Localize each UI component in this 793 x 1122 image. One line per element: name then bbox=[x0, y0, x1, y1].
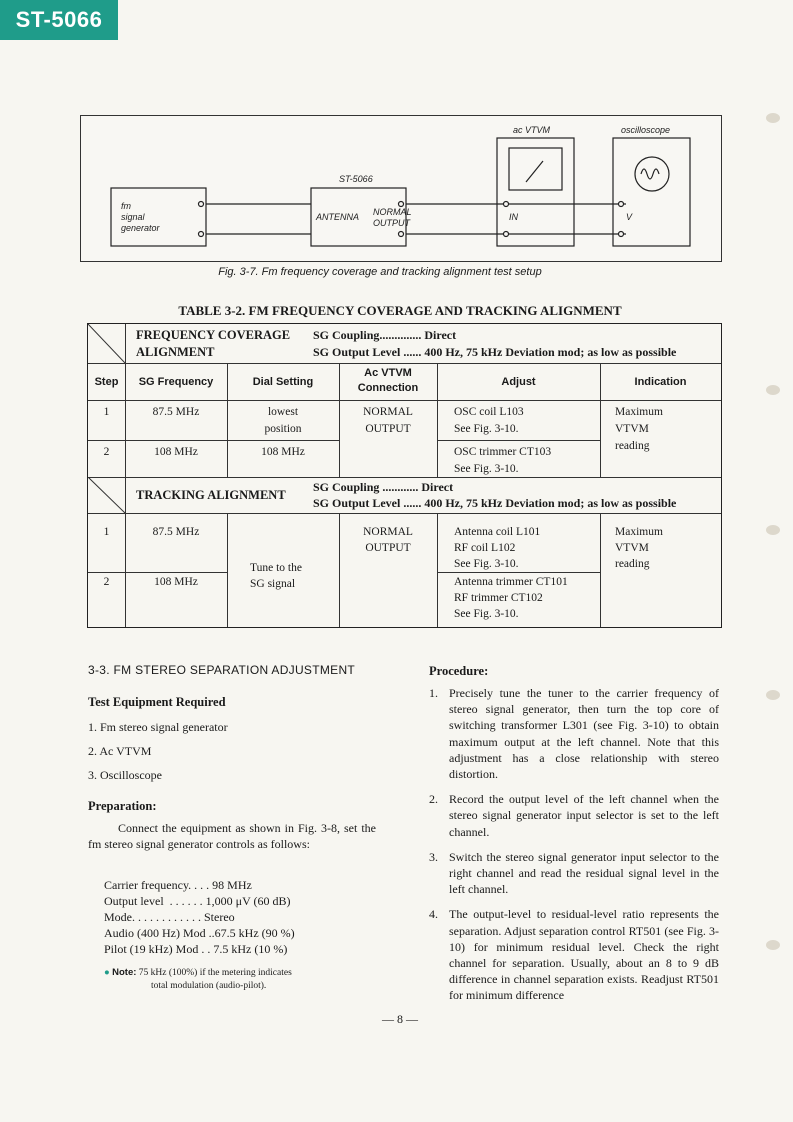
section1-title-line2: ALIGNMENT bbox=[136, 345, 215, 359]
equipment-item: 1. Fm stereo signal generator bbox=[88, 720, 228, 734]
setting-row: Audio (400 Hz) Mod ..67.5 kHz (90 %) bbox=[104, 926, 295, 940]
col-header-indication: Indication bbox=[634, 376, 687, 388]
row1-adjust-line2: See Fig. 3-10. bbox=[454, 423, 519, 435]
vtvm-title: ac VTVM bbox=[513, 125, 551, 135]
note-text-line2: total modulation (audio-pilot). bbox=[151, 981, 267, 991]
dial2-line2: SG signal bbox=[250, 578, 296, 590]
procedure-step: 1. Precisely tune the tuner to the carrier frequency of stereo signal generator, then turn the top core of switching transformer L301 (see Fig. 3-10) to obtain maximum output at the left channel. Note that this adjustment has a close relationship with stereo distortion. bbox=[429, 686, 719, 782]
row4-adjust-line2: RF trimmer CT102 bbox=[454, 592, 543, 604]
row2-adjust-line2: See Fig. 3-10. bbox=[454, 463, 519, 475]
equipment-item: 3. Oscilloscope bbox=[88, 768, 162, 782]
indication2-line1: Maximum bbox=[615, 526, 663, 538]
vtvm1-line2: OUTPUT bbox=[365, 423, 411, 435]
binder-hole bbox=[766, 525, 780, 535]
row2-dial: 108 MHz bbox=[261, 446, 305, 458]
binder-hole bbox=[766, 113, 780, 123]
col-header-adjust: Adjust bbox=[501, 376, 536, 388]
dial2-line1: Tune to the bbox=[250, 562, 302, 574]
col-header-vtvm: Ac VTVM Connection bbox=[357, 367, 419, 394]
binder-hole bbox=[766, 940, 780, 950]
row4-adjust-line3: See Fig. 3-10. bbox=[454, 608, 519, 620]
col-header-sg-frequency: SG Frequency bbox=[138, 376, 214, 388]
setting-row: Carrier frequency. . . . 98 MHz bbox=[104, 878, 252, 892]
row3-freq: 87.5 MHz bbox=[152, 526, 200, 538]
row3-adjust-line1: Antenna coil L101 bbox=[454, 526, 541, 538]
alignment-table bbox=[87, 323, 722, 628]
indication1-line2: VTVM bbox=[615, 423, 649, 435]
test-equipment-title: Test Equipment Required bbox=[88, 695, 226, 709]
st5066-label: ST-5066 bbox=[339, 174, 373, 184]
setting-row: Mode. . . . . . . . . . . . Stereo bbox=[104, 910, 235, 924]
preparation-text: Connect the equipment as shown in Fig. 3-8, set the fm stereo signal generator controls as follows: bbox=[88, 821, 376, 851]
col-header-dial-setting: Dial Setting bbox=[252, 376, 314, 388]
procedure-step: 4. The output-level to residual-level ratio represents the separation. Adjust separation control RT501 (see Fig. 3-10) for minimum residual level. Check the right channel for separation. Usually, about an 8 to 9 dB difference in channel separation exists. Readjust RT501 for minimum difference bbox=[429, 907, 719, 1003]
row1-freq: 87.5 MHz bbox=[152, 406, 200, 418]
procedure-step: 2. Record the output level of the left channel when the stereo signal generator input selector is set to the left channel. bbox=[429, 792, 719, 839]
row3-adjust-line3: See Fig. 3-10. bbox=[454, 558, 519, 570]
test-setup-diagram bbox=[80, 115, 722, 262]
indication1-line1: Maximum bbox=[615, 406, 663, 418]
vtvm-in-label: IN bbox=[509, 212, 518, 222]
scope-v-label: V bbox=[626, 212, 633, 222]
vtvm2-line2: OUTPUT bbox=[365, 542, 411, 554]
col-header-step: Step bbox=[94, 376, 119, 388]
vtvm2-line1: NORMAL bbox=[363, 526, 413, 538]
page-number: — 8 — bbox=[382, 1012, 418, 1026]
section1-coupling: SG Coupling.............. Direct bbox=[313, 328, 457, 342]
setting-row: Output level . . . . . . 1,000 μV (60 dB) bbox=[104, 894, 291, 908]
indication2-line2: VTVM bbox=[615, 542, 649, 554]
row3-adjust-line2: RF coil L102 bbox=[454, 542, 516, 554]
section2-coupling: SG Coupling ............ Direct bbox=[313, 480, 454, 494]
figure-caption: Fig. 3-7. Fm frequency coverage and tracking alignment test setup bbox=[218, 266, 542, 278]
note-text-line1: 75 kHz (100%) if the metering indicates bbox=[138, 968, 292, 978]
section1-title-line1: FREQUENCY COVERAGE bbox=[136, 328, 291, 342]
row3-step: 1 bbox=[103, 526, 110, 538]
generator-label-2: signal bbox=[121, 212, 145, 222]
row4-step: 2 bbox=[103, 576, 110, 588]
indication1-line3: reading bbox=[615, 440, 650, 452]
procedure-list bbox=[429, 685, 719, 1013]
row1-adjust-line1: OSC coil L103 bbox=[454, 406, 524, 418]
binder-hole bbox=[766, 385, 780, 395]
model-badge: ST-5066 bbox=[0, 0, 118, 40]
equipment-item: 2. Ac VTVM bbox=[88, 744, 152, 758]
antenna-label: ANTENNA bbox=[316, 212, 360, 222]
generator-label-1: fm bbox=[121, 201, 131, 211]
indication2-line3: reading bbox=[615, 558, 650, 570]
table-title: TABLE 3-2. FM FREQUENCY COVERAGE AND TRACKING ALIGNMENT bbox=[178, 303, 622, 318]
note-label: Note: bbox=[112, 967, 137, 978]
scope-title: oscilloscope bbox=[621, 125, 671, 135]
section1-output-level: SG Output Level ...... 400 Hz, 75 kHz Deviation mod; as low as possible bbox=[313, 345, 677, 359]
row4-adjust-line1: Antenna trimmer CT101 bbox=[454, 576, 568, 588]
row2-freq: 108 MHz bbox=[154, 446, 198, 458]
row1-step: 1 bbox=[103, 406, 110, 418]
vtvm1-line1: NORMAL bbox=[363, 406, 413, 418]
note-bullet-icon: ● bbox=[104, 968, 110, 978]
setting-row: Pilot (19 kHz) Mod . . 7.5 kHz (10 %) bbox=[104, 942, 288, 956]
preparation-title: Preparation: bbox=[88, 799, 157, 813]
procedure-title: Procedure: bbox=[429, 664, 489, 678]
row1-dial: lowest position bbox=[264, 406, 302, 435]
section2-output-level: SG Output Level ...... 400 Hz, 75 kHz Deviation mod; as low as possible bbox=[313, 496, 677, 510]
row4-freq: 108 MHz bbox=[154, 576, 198, 588]
generator-label-3: generator bbox=[121, 223, 160, 233]
row2-step: 2 bbox=[103, 446, 110, 458]
row2-adjust-line1: OSC trimmer CT103 bbox=[454, 446, 552, 458]
note bbox=[104, 966, 292, 993]
normal-label: NORMAL bbox=[373, 207, 412, 217]
section-heading: 3-3. FM STEREO SEPARATION ADJUSTMENT bbox=[88, 663, 356, 677]
procedure-step: 3. Switch the stereo signal generator input selector to the right channel and read the residual signal level in the left channel. bbox=[429, 849, 719, 897]
output-label: OUTPUT bbox=[373, 218, 410, 228]
binder-hole bbox=[766, 690, 780, 700]
section2-title: TRACKING ALIGNMENT bbox=[136, 488, 286, 502]
